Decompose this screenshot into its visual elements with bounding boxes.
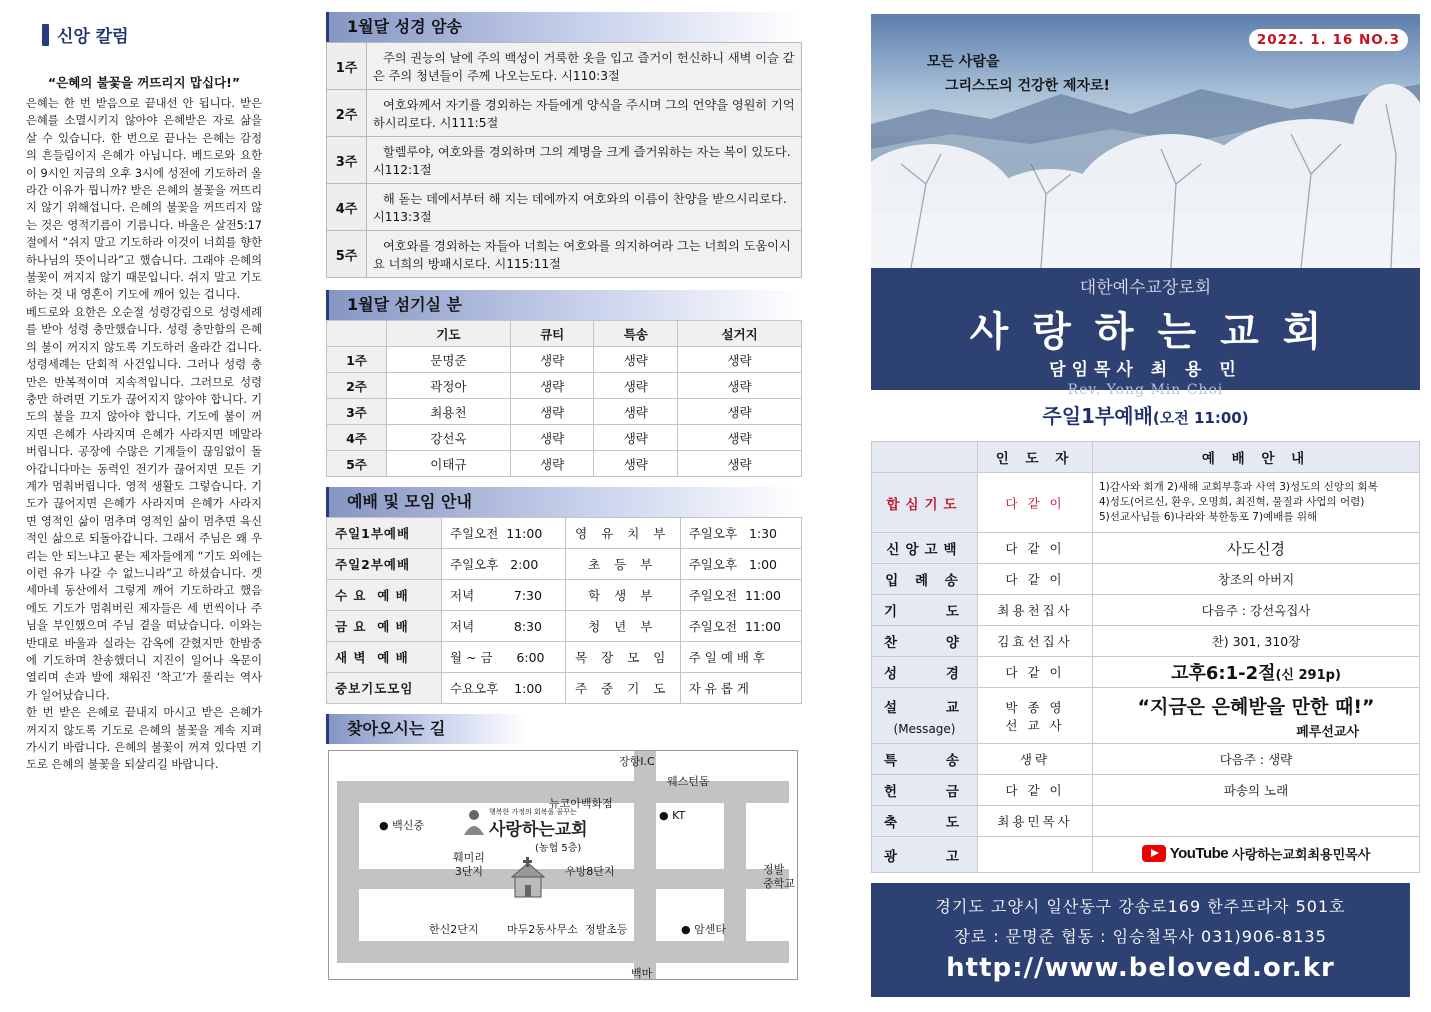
memory-week: 4주 (327, 184, 367, 231)
sacrament-header: 특송 (594, 321, 678, 347)
church-address: 경기도 고양시 일산동구 강송로169 한주프라자 501호 (935, 897, 1346, 916)
sacrament-header: 설거지 (678, 321, 802, 347)
sacrament-header-row (327, 321, 802, 347)
map-label-jeongbal-elementary: 정발초등 (585, 923, 628, 936)
map-label-hansin: 한신2단지 (429, 923, 479, 936)
worship-cell: 주일오전 11:00 (680, 580, 801, 611)
map-label-kt: ● KT (659, 809, 686, 822)
memory-row (327, 231, 802, 278)
worship-cell: 주일1부예배 (327, 518, 442, 549)
worship-cell: 청 년 부 (565, 611, 680, 642)
service-item-leader: 생략 (978, 744, 1093, 775)
memory-table (326, 42, 802, 278)
worship-cell: 저녁 8:30 (442, 611, 566, 642)
map-title: 찾아오시는 길 (326, 714, 526, 744)
sacrament-cell: 생략 (678, 451, 802, 477)
worship-cell: 영 유 치 부 (565, 518, 680, 549)
service-item-name: 특 송 (872, 744, 978, 775)
sacrament-cell: 생략 (594, 347, 678, 373)
worship-cell: 주일오전 11:00 (442, 518, 566, 549)
service-row (872, 533, 1420, 564)
service-item-content: 1)감사와 회개 2)새해 교회부흥과 사역 3)성도의 신앙의 회복 4)성도(어르신, 환우, 오명희, 최진혁, 물질과 사업의 어렴) 5)선교사님들 6)나라와 북한동포 7)예배를 위해 (1093, 473, 1420, 533)
service-row (872, 744, 1420, 775)
map-label-church-floor: (농협 5층) (535, 843, 582, 854)
service-order-table (871, 441, 1420, 873)
service-item-leader: 다 같 이 (978, 657, 1093, 688)
service-item-leader (978, 837, 1093, 873)
church-building-icon (507, 857, 549, 899)
road-middle (337, 869, 789, 889)
service-row (872, 595, 1420, 626)
sacrament-row (327, 399, 802, 425)
sacrament-week: 4주 (327, 425, 387, 451)
memory-verse: 여호와를 경외하는 자들아 너희는 여호와를 의지하여라 그는 너희의 도움이시요 너희의 방패시로다. 시115:11절 (367, 231, 802, 278)
directions-map (328, 750, 798, 980)
sacrament-cell: 곽정아 (387, 373, 511, 399)
memory-week: 2주 (327, 90, 367, 137)
service-row (872, 473, 1420, 533)
memory-row (327, 184, 802, 231)
worship-title: 예배 및 모임 안내 (326, 487, 802, 517)
pastor-name: 담임목사 최 용 민 (1049, 360, 1242, 380)
sacrament-cell: 생략 (510, 399, 594, 425)
service-row (872, 688, 1420, 744)
sacrament-cell: 생략 (594, 425, 678, 451)
sacrament-header: 큐티 (510, 321, 594, 347)
church-website-link[interactable]: http://www.beloved.or.kr (946, 953, 1335, 983)
sacrament-row (327, 425, 802, 451)
sacrament-week: 1주 (327, 347, 387, 373)
worship-cell: 주일오후 1:30 (680, 518, 801, 549)
middle-column (326, 0, 802, 980)
service-item-content: 다음주 : 강선옥집사 (1093, 595, 1420, 626)
sacrament-cell: 생략 (678, 373, 802, 399)
service-item-content (1093, 657, 1420, 688)
service-item-name-sub: (Message) (893, 721, 956, 736)
sacrament-cell: 생략 (594, 451, 678, 477)
service-item-leader: 최용민목사 (978, 806, 1093, 837)
worship-row (327, 642, 802, 673)
service-item-leader: 다 같 이 (978, 775, 1093, 806)
worship-cell: 목 장 모 임 (565, 642, 680, 673)
cover-slogan: 모든 사람을 그리스도의 건강한 제자로! (927, 54, 1110, 94)
memory-verse: 해 돋는 데에서부터 해 지는 데에까지 여호와의 이름이 찬양을 받으시리로다. 시113:3절 (367, 184, 802, 231)
sermon-title: “지금은 은혜받을 만한 때!” (1137, 695, 1375, 718)
sacrament-cell: 생략 (510, 425, 594, 451)
worship-row (327, 611, 802, 642)
service-item-name: 기 도 (872, 595, 978, 626)
worship-row (327, 673, 802, 704)
worship-cell: 주일오후 1:00 (680, 549, 801, 580)
sacrament-row (327, 373, 802, 399)
service-item-content: 창조의 아버지 (1093, 564, 1420, 595)
column-headline: “은혜의 불꽃을 꺼뜨리지 맙십다!” (47, 75, 241, 90)
map-label-church: 사랑하는교회 (489, 820, 588, 840)
service-row (872, 775, 1420, 806)
sacrament-week: 3주 (327, 399, 387, 425)
map-label-baekma: 백마 (631, 967, 653, 980)
memory-week: 5주 (327, 231, 367, 278)
worship-cell: 월 ~ 금 6:00 (442, 642, 566, 673)
memory-title: 1월달 성경 암송 (326, 12, 802, 42)
worship-cell: 자 유 롭 게 (680, 673, 801, 704)
service-row (872, 626, 1420, 657)
memory-verse: 여호와께서 자기를 경외하는 자들에게 양식을 주시며 그의 언약을 영원히 기억하시리로다. 시111:5절 (367, 90, 802, 137)
map-label-church-slogan: 행복한 가정의 회복을 꿈꾸는 (489, 808, 577, 816)
scripture-page: (신 291p) (1275, 668, 1341, 683)
sacrament-cell: 생략 (678, 399, 802, 425)
service-item-name: 입 례 송 (872, 564, 978, 595)
worship-row (327, 518, 802, 549)
church-logo-icon (461, 807, 487, 837)
sacrament-cell: 생략 (678, 347, 802, 373)
column-body: 은혜는 한 번 받음으로 끝내선 안 됩니다. 받은 은혜를 소멸시키지 않아야 은혜받은 자로 삶을 살 수 있습니다. 한 번으로 끝나는 은혜는 감정의 흔들림이지 은혜가 아닙니다. 베드로와 요한이 9시인 지금의 오후 3시에 성전에 기도하러 올라간 이유가 뭡니까? 받은 은혜의 불꽃을 꺼뜨리지 않기 위해섭니다. 은혜의 불꽃을 꺼뜨리지 않는 것은 영적기름이 기름니다. 바울은 살전5:17절에서 “쉬지 말고 기도하라 이것이 너희를 향한 하나님의 뜻이니라”고 했습니다. 그래야 은혜의 불꽃이 꺼지지 않기 때문입니다. 쉬지 말고 기도하는 것 내 영혼이 기도에 깨어 있는 겁니다. 베드로와 요한은 오순절 성령강림으로 성령세례를 받아 성령 충만했습니다. 성령 충만함의 은혜의 불이 꺼지지 않도록 기도하러 올라간 겁니다. 성령세례는 단회적 사건입니다. 그러나 성령 충만은 반복적이며 지속적입니다. 그러므로 성령 충만 하려면 기도가 끊어지지 않아야 합니다. 기도의 불을 끄지 않아야 합니다. 기도에 불이 꺼지면 은혜가 사라지며 은혜가 사라지면 메말라 버립니다. 공장에 수많은 기계들이 끊임없이 돌아갑니다마는 동력인 전기가 끊어지면 모든 기계가 멈춰버립니다. 영적 생활도 그렇습니다. 기도가 끊어지면 은혜가 사라지며 은혜가 사라지면 영적인 삶이 멈추며 영적인 삶이 멈추면 육신적인 삶으로 되돌아갑니다. 그래서 주님은 왜 우리는 안 되느냐고 묻는 제자들에게 “기도 외에는 이런 유가 나갈 수 없느니라”고 하셨습니다. 겟세마네 동산에서 그렇게 깨어 기도하라고 했음에도 기도가 멈춰버린 제자들은 세 번씩이나 주님을 부인했으며 주님 곁을 떠났습니다. 이와는 반대로 바울과 실라는 감옥에 갇혔지만 한밤중에 기도하며 찬송했더니 지진이 일어나 옥문이 열리며 손과 발에 채워진 ‘착고’가 풀리는 역사가 일어났습니다. 한 번 받은 은혜로 끝내지 마시고 받은 은혜가 꺼지지 않도록 기도로 은혜의 불꽃을 계속 지펴 가시기 바랍니다. 은혜의 불꽃이 꺼져 있다면 기도로 은혜의 불꽃을 되살리길 바랍니다. (26, 97, 262, 772)
worship-cell: 학 생 부 (565, 580, 680, 611)
service-item-leader: 다 같 이 (978, 533, 1093, 564)
scripture-ref: 고후6:1-2절 (1171, 663, 1276, 684)
map-label-madu: 마두2동사무소 (507, 923, 578, 936)
service-item-name: 합심기도 (872, 473, 978, 533)
youtube-icon (1142, 845, 1166, 862)
road-south (337, 941, 789, 963)
sermon-preacher: 페루선교사 (1296, 724, 1359, 740)
memory-row (327, 90, 802, 137)
sacrament-cell: 생략 (678, 425, 802, 451)
service-item-leader: 다 같 이 (978, 564, 1093, 595)
map-label-woobang: 우방8단지 (565, 865, 615, 878)
service-item-name: 축 도 (872, 806, 978, 837)
service-item-content (1093, 688, 1420, 744)
map-label-janghang: 장항I.C (619, 755, 655, 768)
church-footer (871, 883, 1410, 997)
worship-row (327, 549, 802, 580)
service-item-content (1093, 806, 1420, 837)
map-label-baeksin: ● 백신중 (379, 819, 424, 832)
sacrament-cell: 생략 (594, 399, 678, 425)
worship-cell: 주일오후 2:00 (442, 549, 566, 580)
sacrament-cell: 생략 (594, 373, 678, 399)
service-item-leader: 김효선집사 (978, 626, 1093, 657)
worship-cell: 금 요 예 배 (327, 611, 442, 642)
worship-row (327, 580, 802, 611)
service-header: 예 배 안 내 (1093, 442, 1420, 473)
sacrament-cell: 생략 (510, 373, 594, 399)
service-item-name-text: 설 교 (884, 699, 965, 716)
service-item-name: 신앙고백 (872, 533, 978, 564)
service-header: 인 도 자 (978, 442, 1093, 473)
sacrament-week: 5주 (327, 451, 387, 477)
sacrament-cell: 생략 (510, 347, 594, 373)
service-row (872, 837, 1420, 873)
memory-verse: 할렐루야, 여호와를 경외하며 그의 계명을 크게 즐거워하는 자는 복이 있도다. 시112:1절 (367, 137, 802, 184)
service-item-content (1093, 837, 1420, 873)
service-item-name: 성 경 (872, 657, 978, 688)
service-header-row (872, 442, 1420, 473)
service-header (872, 442, 978, 473)
service-item-name: 광 고 (872, 837, 978, 873)
sacrament-cell: 강선옥 (387, 425, 511, 451)
worship-cell: 초 등 부 (565, 549, 680, 580)
memory-row (327, 137, 802, 184)
youtube-channel-link[interactable] (1142, 844, 1371, 863)
denomination: 대한예수교장로회 (1079, 278, 1212, 298)
worship-table (326, 517, 802, 704)
service-row (872, 657, 1420, 688)
map-label-newcore: 뉴코아백화점 (549, 797, 613, 810)
service-item-leader: 다 같 이 (978, 473, 1093, 533)
sacrament-row (327, 451, 802, 477)
sacrament-cell: 최용천 (387, 399, 511, 425)
sacrament-row (327, 347, 802, 373)
service-row (872, 564, 1420, 595)
cover-photo (871, 14, 1420, 268)
title-bar-icon (42, 24, 49, 46)
youtube-brand: YouTube (1169, 845, 1229, 862)
service-item-content: 찬) 301, 310장 (1093, 626, 1420, 657)
worship-cell: 새 벽 예 배 (327, 642, 442, 673)
church-name: 사랑하는교회 (969, 309, 1346, 355)
church-contacts: 장로 : 문명준 협동 : 임승철목사 031)906-8135 (954, 927, 1327, 946)
service-item-name: 헌 금 (872, 775, 978, 806)
sacrament-week: 2주 (327, 373, 387, 399)
faith-column (26, 22, 262, 774)
map-label-jeongbal-middle: 정발 중학교 (763, 863, 795, 890)
youtube-channel-name: 사랑하는교회최용민목사 (1232, 848, 1371, 863)
worship-cell: 주일2부예배 (327, 549, 442, 580)
service-item-leader: 최용천집사 (978, 595, 1093, 626)
service-item-content: 다음주 : 생략 (1093, 744, 1420, 775)
issue-date-badge: 2022. 1. 16 NO.3 (1249, 29, 1408, 51)
memory-verse: 주의 권능의 날에 주의 백성이 거룩한 옷을 입고 즐거이 헌신하니 새벽 이슬 같은 주의 청년들이 주께 나오는도다. 시110:3절 (367, 43, 802, 90)
service-item-content: 사도신경 (1093, 533, 1420, 564)
memory-week: 1주 (327, 43, 367, 90)
service-row (872, 806, 1420, 837)
service-title: 주일1부예배(오전 11:00) (1042, 404, 1249, 428)
worship-cell: 주 일 예 배 후 (680, 642, 801, 673)
sacrament-header: 기도 (387, 321, 511, 347)
map-label-amcenter: ● 암센타 (681, 923, 726, 936)
service-item-name (872, 688, 978, 744)
map-label-western: 웨스턴돔 (667, 775, 710, 788)
sacrament-header (327, 321, 387, 347)
worship-cell: 수 요 예 배 (327, 580, 442, 611)
sacrament-cell: 생략 (510, 451, 594, 477)
column-section-title: 신앙 칼럼 (42, 22, 262, 47)
sacrament-table (326, 320, 802, 477)
service-item-content: 파송의 노래 (1093, 775, 1420, 806)
worship-cell: 주일오전 11:00 (680, 611, 801, 642)
worship-cell: 수요오후 1:00 (442, 673, 566, 704)
church-banner (871, 268, 1420, 398)
service-item-leader: 박 종 영 선 교 사 (978, 688, 1093, 744)
worship-cell: 저녁 7:30 (442, 580, 566, 611)
worship-cell: 주 중 기 도 (565, 673, 680, 704)
sacrament-title: 1월달 섬기실 분 (326, 290, 802, 320)
sacrament-cell: 이태규 (387, 451, 511, 477)
pastor-name-en: Rev. Yong Min Choi (1067, 382, 1224, 398)
worship-cell: 중보기도모임 (327, 673, 442, 704)
service-item-name: 찬 양 (872, 626, 978, 657)
map-label-humiri: 훼미리 3단지 (453, 851, 485, 878)
road-center (634, 751, 656, 980)
sacrament-cell: 문명준 (387, 347, 511, 373)
memory-row (327, 43, 802, 90)
memory-week: 3주 (327, 137, 367, 184)
